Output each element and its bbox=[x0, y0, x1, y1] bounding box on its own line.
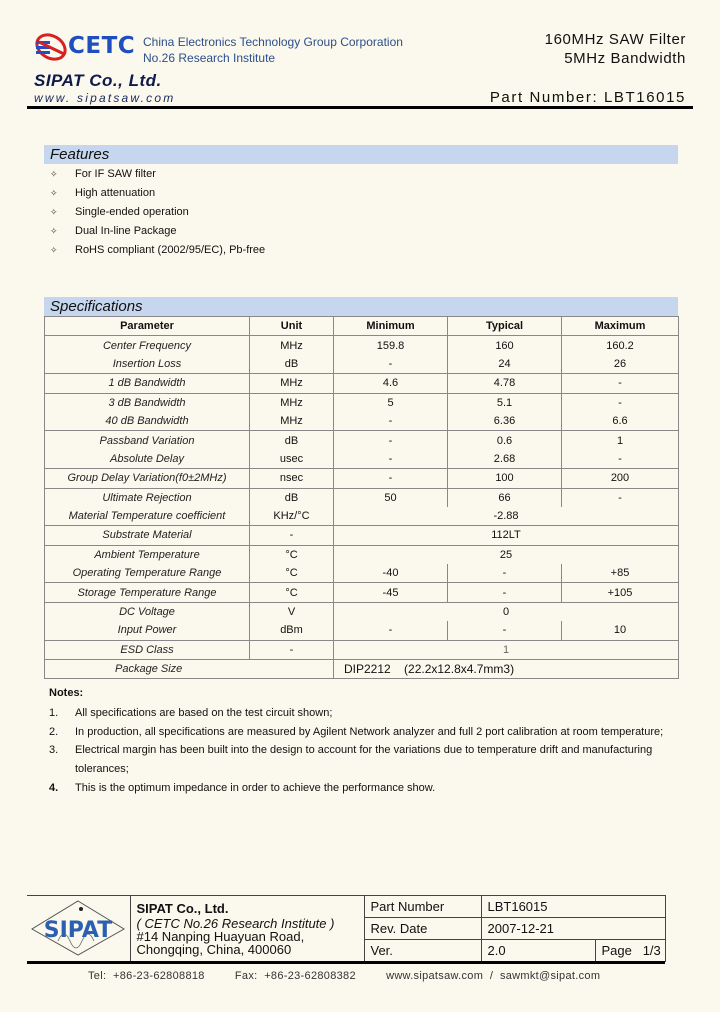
company-name: SIPAT Co., Ltd. bbox=[34, 71, 162, 90]
feature-item: ✧ Dual In-line Package bbox=[50, 222, 265, 241]
feature-item: ✧ High attenuation bbox=[50, 184, 265, 203]
note-item: 3. Electrical margin has been built into the design to account for the variations due to temperature drift and manufacturing tolerances; bbox=[49, 744, 653, 776]
feature-item: ✧ RoHS compliant (2002/95/EC), Pb-free bbox=[50, 241, 265, 260]
page-number: Page 1/3 bbox=[595, 940, 665, 962]
table-row: Substrate Material - 112LT bbox=[45, 526, 679, 545]
cetc-logo-text: CETC bbox=[68, 33, 136, 59]
note-item: 4. This is the optimum impedance in order to achieve the performance show. bbox=[49, 781, 436, 794]
svg-text:SIPAT: SIPAT bbox=[44, 918, 113, 943]
table-row: Material Temperature coefficient KHz/°C -2.88 bbox=[45, 507, 679, 526]
version-label: Ver. bbox=[364, 940, 481, 962]
column-header: Parameter bbox=[45, 317, 250, 336]
table-row: Ambient Temperature °C 25 bbox=[45, 545, 679, 564]
footer-divider bbox=[27, 961, 665, 964]
diamond-bullet-icon: ✧ bbox=[50, 169, 58, 179]
company-address-block bbox=[130, 896, 364, 962]
column-header: Maximum bbox=[562, 317, 679, 336]
diamond-bullet-icon: ✧ bbox=[50, 188, 58, 198]
table-row: 1 dB Bandwidth MHz 4.6 4.78 - bbox=[45, 374, 679, 393]
table-row: Operating Temperature Range °C -40 - +85 bbox=[45, 564, 679, 583]
footer-company-name: SIPAT Co., Ltd. bbox=[136, 901, 229, 916]
diamond-bullet-icon: ✧ bbox=[50, 226, 58, 236]
feature-item: ✧ For IF SAW filter bbox=[50, 165, 265, 184]
footer-contact-line: Tel: +86-23-62808818 Fax: +86-23-62808382 www.sipatsaw.com / sawmkt@sipat.com bbox=[88, 970, 601, 982]
part-number-value: LBT16015 bbox=[481, 896, 665, 918]
table-row: 3 dB Bandwidth MHz 5 5.1 - bbox=[45, 393, 679, 412]
header-divider bbox=[27, 106, 693, 109]
diamond-bullet-icon: ✧ bbox=[50, 245, 58, 255]
table-row: DC Voltage V 0 bbox=[45, 602, 679, 621]
version-value: 2.0 bbox=[481, 940, 595, 962]
features-list bbox=[50, 165, 265, 260]
part-number-label: Part Number bbox=[364, 896, 481, 918]
table-row: Absolute Delay usec - 2.68 - bbox=[45, 450, 679, 469]
sipat-logo-icon bbox=[28, 897, 128, 957]
part-number-heading: Part Number: LBT16015 bbox=[489, 89, 686, 106]
rev-date-label: Rev. Date bbox=[364, 918, 481, 940]
institute-name: No.26 Research Institute bbox=[143, 51, 276, 65]
rev-date-value: 2007-12-21 bbox=[481, 918, 665, 940]
table-row: Group Delay Variation(f0±2MHz) nsec - 100 200 bbox=[45, 469, 679, 488]
table-row: Center Frequency MHz 159.8 160 160.2 bbox=[45, 336, 679, 355]
footer-company-subtitle: ( CETC No.26 Research Institute ) bbox=[136, 916, 335, 931]
column-header: Typical bbox=[448, 317, 562, 336]
note-item: 2. In production, all specifications are measured by Agilent Network analyzer and full 2 port calibration at room temperature; bbox=[49, 725, 664, 738]
feature-item: ✧ Single-ended operation bbox=[50, 203, 265, 222]
table-row: Insertion Loss dB - 24 26 bbox=[45, 355, 679, 374]
footer-address-line1: #14 Nanping Huayuan Road, bbox=[136, 929, 305, 944]
table-row: Input Power dBm - - 10 bbox=[45, 621, 679, 640]
corporation-name: China Electronics Technology Group Corporation bbox=[143, 35, 403, 49]
table-row: Storage Temperature Range °C -45 - +105 bbox=[45, 583, 679, 602]
table-row: ESD Class - 1 bbox=[45, 640, 679, 659]
table-row: 40 dB Bandwidth MHz - 6.36 6.6 bbox=[45, 412, 679, 431]
features-heading: Features bbox=[44, 145, 678, 164]
notes-section bbox=[49, 685, 669, 798]
specifications-table bbox=[44, 316, 679, 679]
product-title: 160MHz SAW Filter bbox=[544, 31, 686, 48]
column-header: Minimum bbox=[334, 317, 448, 336]
footer-info-table bbox=[27, 895, 666, 962]
specifications-heading: Specifications bbox=[44, 297, 678, 316]
table-header-row bbox=[45, 317, 679, 336]
column-header: Unit bbox=[250, 317, 334, 336]
table-row: Ultimate Rejection dB 50 66 - bbox=[45, 488, 679, 507]
bandwidth-title: 5MHz Bandwidth bbox=[564, 50, 686, 67]
sipat-logo bbox=[27, 896, 130, 962]
cetc-emblem-icon bbox=[34, 33, 68, 61]
company-website: www. sipatsaw.com bbox=[34, 91, 176, 105]
note-item: 1. All specifications are based on the test circuit shown; bbox=[49, 707, 333, 719]
table-row: Passband Variation dB - 0.6 1 bbox=[45, 431, 679, 450]
table-row: Package Size DIP2212 (22.2x12.8x4.7mm3) bbox=[45, 660, 679, 679]
footer-address-line2: Chongqing, China, 400060 bbox=[136, 942, 292, 957]
diamond-bullet-icon: ✧ bbox=[50, 207, 58, 217]
notes-heading: Notes: bbox=[49, 687, 84, 699]
